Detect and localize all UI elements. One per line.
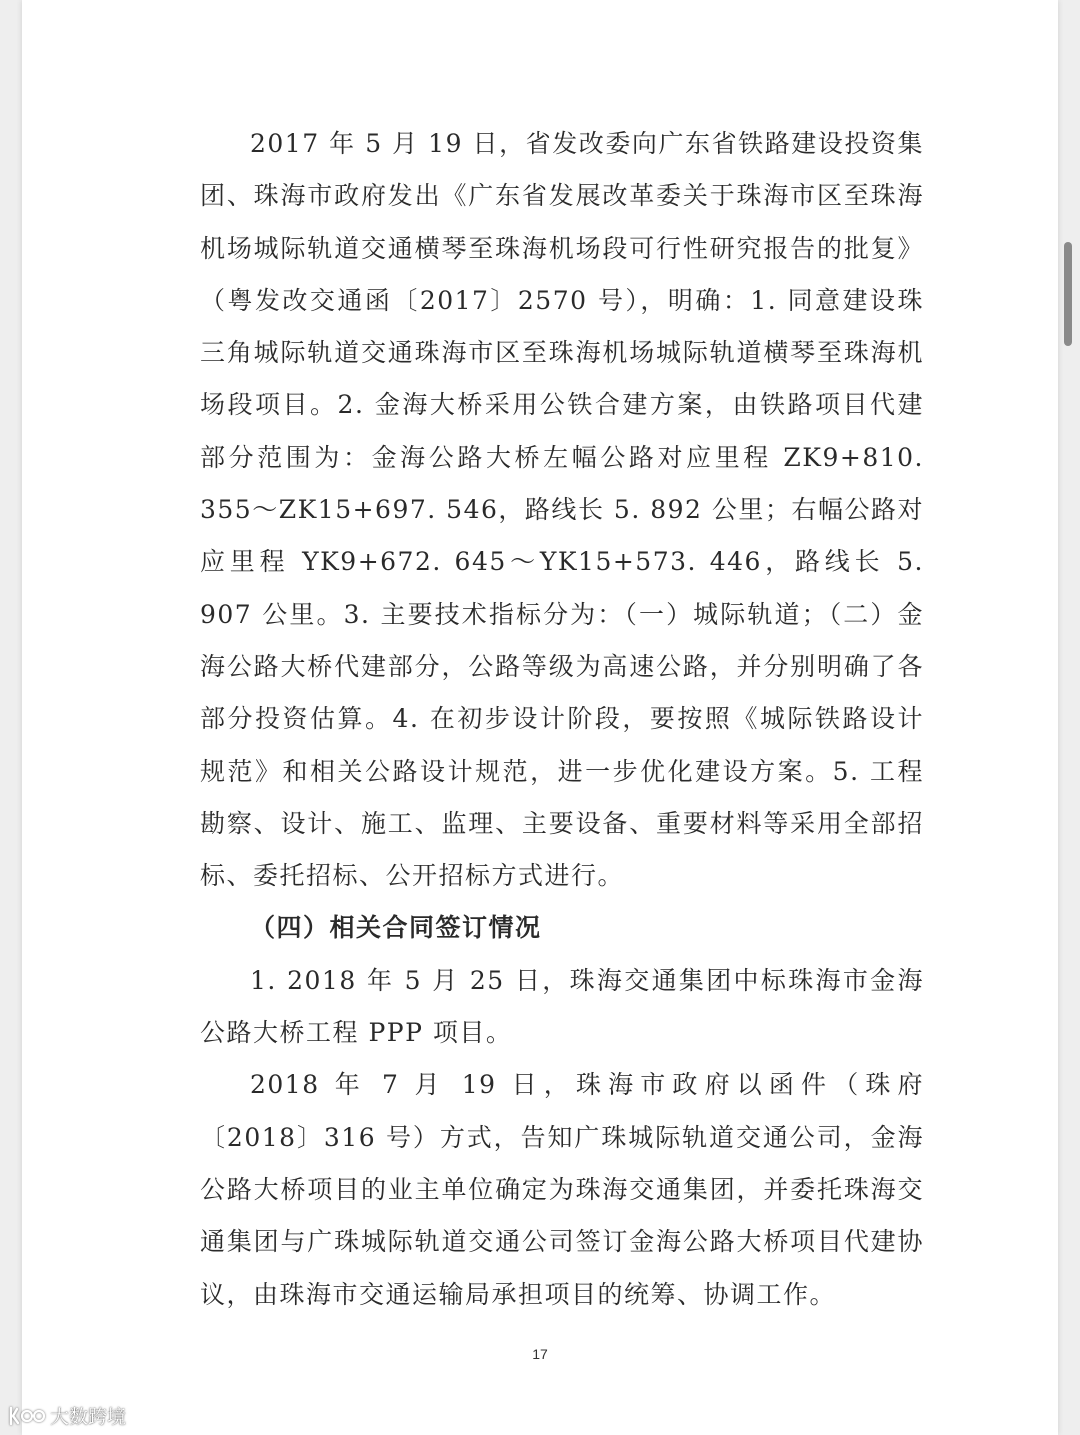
- paragraph-government-letter: 2018 年 7 月 19 日，珠海市政府以函件（珠府〔2018〕316 号）方式，告知广珠城际轨道交通公司，金海公路大桥项目的业主单位确定为珠海交通集团，并委托珠海交通集团与广珠城际轨道交通公司签订金海公路大桥项目代建协议，由珠海市交通运输局承担项目的统筹、协调工作。: [200, 1070, 924, 1309]
- watermark: [8, 1402, 126, 1429]
- document-body: [200, 118, 924, 1321]
- scrollbar[interactable]: [1064, 0, 1074, 1435]
- page-number: 17: [532, 1346, 548, 1362]
- paragraph-approval: 2017 年 5 月 19 日，省发改委向广东省铁路建设投资集团、珠海市政府发出《广东省发展改革委关于珠海市区至珠海机场城际轨道交通横琴至珠海机场段可行性研究报告的批复》（粤发改交通函〔2017〕2570 号），明确：1. 同意建设珠三角城际轨道交通珠海市区至珠海机场城际轨道横琴至珠海机场段项目。2. 金海大桥采用公铁合建方案，由铁路项目代建部分范围为：金海公路大桥左幅公路对应里程 ZK9+810. 355～ZK15+697. 546，路线长 5. 892 公里；右幅公路对应里程 YK9+672. 645～YK15+573. 446，路线长 5. 907 公里。3. 主要技术指标分为：（一）城际轨道；（二）金海公路大桥代建部分，公路等级为高速公路，并分别明确了各部分投资估算。4. 在初步设计阶段，要按照《城际铁路设计规范》和相关公路设计规范，进一步优化建设方案。5. 工程勘察、设计、施工、监理、主要设备、重要材料等采用全部招标、委托招标、公开招标方式进行。: [200, 129, 924, 891]
- watermark-text: 大数跨境: [50, 1406, 127, 1428]
- section-heading: （四）相关合同签订情况: [250, 913, 542, 943]
- paragraph-bid-award: 1. 2018 年 5 月 25 日，珠海交通集团中标珠海市金海公路大桥工程 PPP 项目。: [200, 965, 924, 1048]
- watermark-logo-icon: [8, 1405, 46, 1427]
- document-page: [22, 0, 1058, 1435]
- scrollbar-thumb[interactable]: [1064, 242, 1072, 346]
